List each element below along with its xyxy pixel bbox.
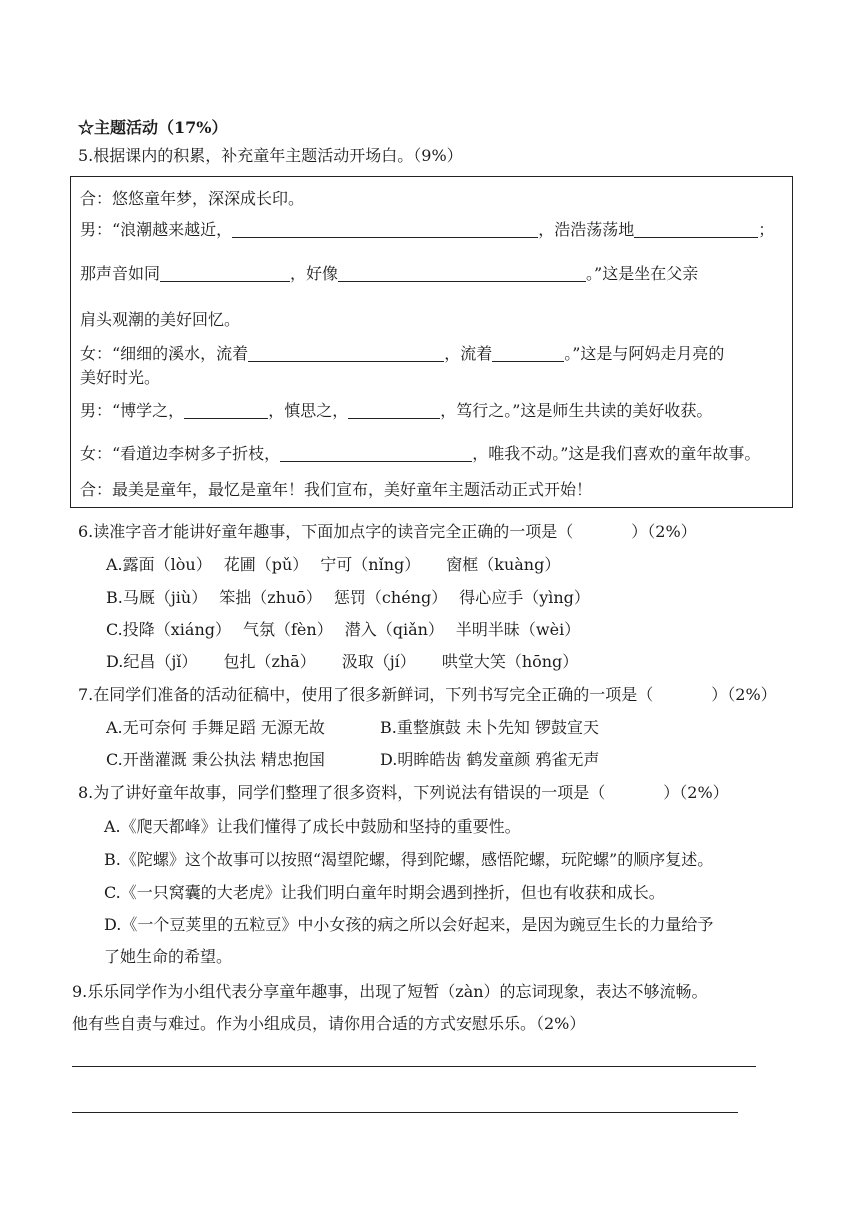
q7-option-a[interactable]: A.无可奈何 手舞足蹈 无源无故: [106, 718, 325, 737]
q5-line-8: 女：“看道边李树多子折枝， ，唯我不动。”这是我们喜欢的童年故事。: [80, 444, 761, 463]
q7-option-c[interactable]: C.开凿灌溉 秉公执法 精忠抱国: [106, 750, 325, 769]
q6-option-a[interactable]: A.露面（lòu） 花圃（pǔ） 宁可（nǐng） 窗框（kuàng）: [106, 555, 561, 574]
q6-stem: 6.读准字音才能讲好童年趣事，下面加点字的读音完全正确的一项是（ ）（2%）: [78, 522, 697, 541]
section-title: ☆主题活动（17%）: [78, 118, 228, 137]
q5-blank-5[interactable]: [248, 345, 444, 362]
q5-blank-9[interactable]: [280, 445, 472, 462]
q5-blank-8[interactable]: [348, 402, 440, 419]
q5-blank-3[interactable]: [160, 265, 290, 282]
q5-blank-1[interactable]: [232, 221, 538, 238]
q5-line-1: 合：悠悠童年梦，深深成长印。: [80, 189, 305, 208]
q9-answer-line-1[interactable]: [72, 1066, 756, 1067]
q5-line-3: 那声音如同 ，好像 。”这是坐在父亲: [80, 264, 699, 283]
q9-answer-line-2[interactable]: [72, 1112, 738, 1113]
q9-stem-line-1: 9.乐乐同学作为小组代表分享童年趣事，出现了短暂（zàn）的忘词现象，表达不够流畅。: [72, 982, 708, 1001]
q6-option-c[interactable]: C.投降（xiáng） 气氛（fèn） 潜入（qiǎn） 半明半昧（wèi）: [106, 620, 581, 639]
q9-stem-line-2: 他有些自责与难过。作为小组成员，请你用合适的方式安慰乐乐。（2%）: [72, 1014, 586, 1033]
q5-line-9: 合：最美是童年，最忆是童年！我们宣布，美好童年主题活动正式开始！: [80, 480, 593, 499]
q7-option-d[interactable]: D.明眸皓齿 鹤发童颜 鸦雀无声: [380, 750, 600, 769]
q6-option-b[interactable]: B.马厩（jiù） 笨拙（zhuō） 惩罚（chéng） 得心应手（yìng）: [106, 588, 590, 607]
q7-option-b[interactable]: B.重整旗鼓 未卜先知 锣鼓宣天: [380, 718, 600, 737]
q6-option-d[interactable]: D.纪昌（jǐ） 包扎（zhā） 汲取（jí） 哄堂大笑（hōng）: [106, 652, 579, 671]
q5-blank-7[interactable]: [184, 402, 268, 419]
q5-blank-4[interactable]: [338, 265, 586, 282]
q5-line-7: 男：“博学之， ，慎思之， ，笃行之。”这是师生共读的美好收获。: [80, 401, 713, 420]
q8-option-a[interactable]: A.《爬天都峰》让我们懂得了成长中鼓励和坚持的重要性。: [104, 817, 521, 836]
q8-option-d-continued: 了她生命的希望。: [104, 947, 233, 966]
q8-option-d[interactable]: D.《一个豆荚里的五粒豆》中小女孩的病之所以会好起来，是因为豌豆生长的力量给予: [104, 915, 714, 934]
q8-stem: 8.为了讲好童年故事，同学们整理了很多资料，下列说法有错误的一项是（ ）（2%）: [78, 783, 729, 802]
q5-line-6: 美好时光。: [80, 368, 161, 387]
q5-blank-6[interactable]: [492, 345, 564, 362]
q5-line-5: 女：“细细的溪水，流着 ，流着 。”这是与阿妈走月亮的: [80, 344, 725, 363]
q8-option-c[interactable]: C.《一只窝囊的大老虎》让我们明白童年时期会遇到挫折，但也有收获和成长。: [104, 883, 665, 902]
q5-blank-2[interactable]: [634, 221, 758, 238]
q8-option-b[interactable]: B.《陀螺》这个故事可以按照“渴望陀螺，得到陀螺，感悟陀螺，玩陀螺”的顺序复述。: [104, 850, 714, 869]
q5-line-4: 肩头观潮的美好回忆。: [80, 310, 241, 329]
q7-stem: 7.在同学们准备的活动征稿中，使用了很多新鲜词，下列书写完全正确的一项是（ ）（2%）: [78, 685, 777, 704]
q5-line-2: 男：“浪潮越来越近， ，浩浩荡荡地 ；: [80, 220, 775, 239]
q5-title: 5.根据课内的积累，补充童年主题活动开场白。（9%）: [78, 146, 463, 165]
